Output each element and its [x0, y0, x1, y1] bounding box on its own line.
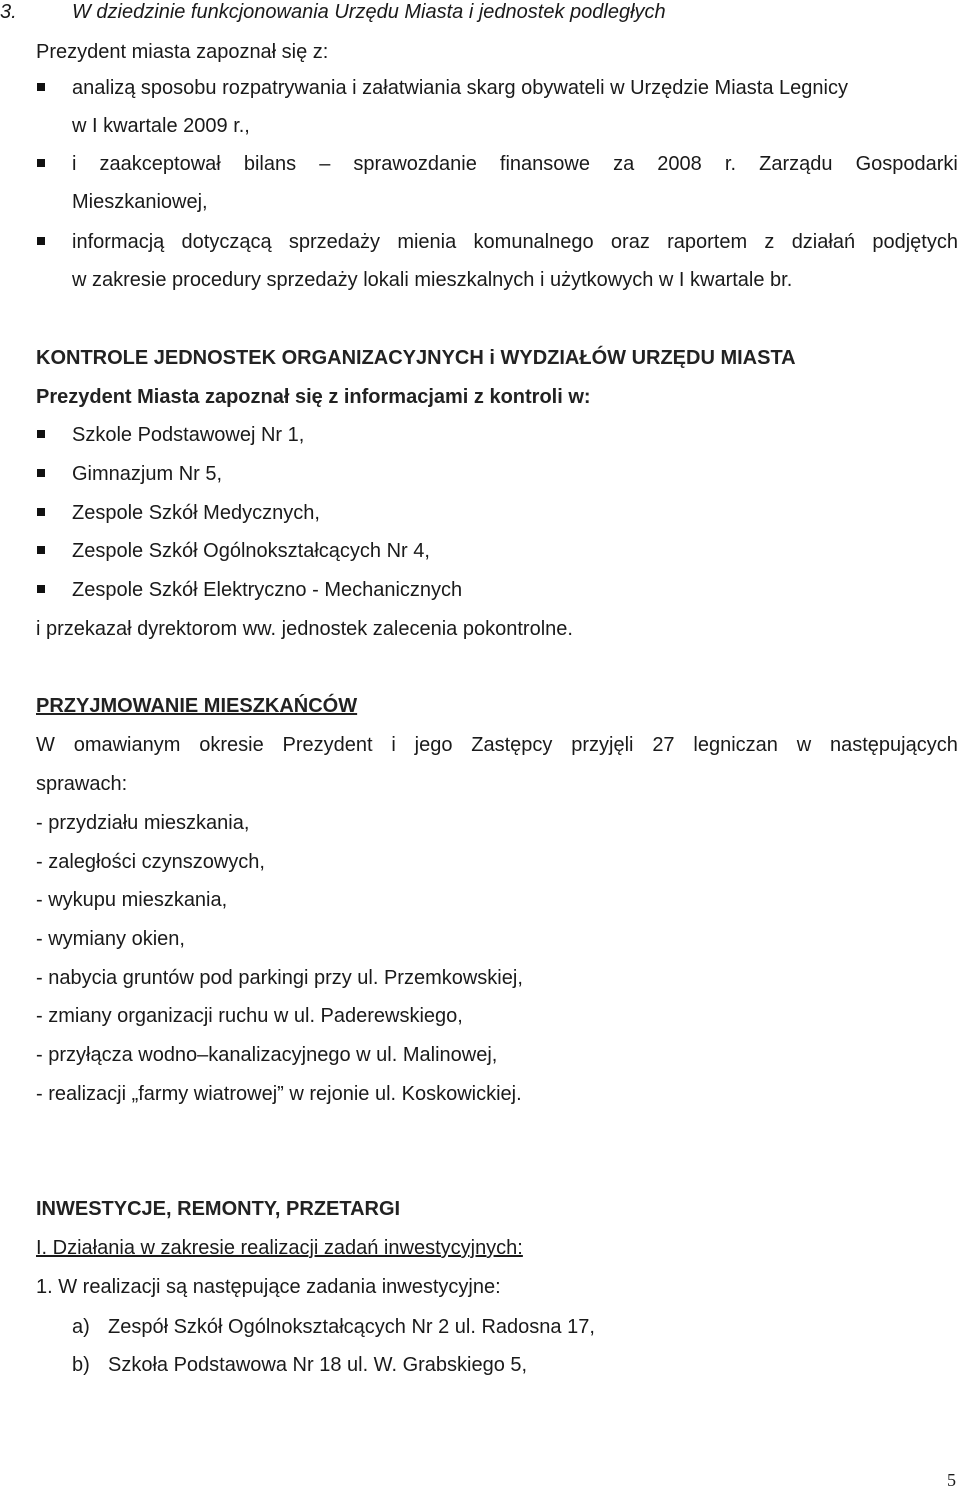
bullet-icon: [37, 585, 45, 593]
bullet-item-continuation: Mieszkaniowej,: [72, 191, 208, 213]
section-title: W dziedzinie funkcjonowania Urzędu Miasta i jednostek podległych: [72, 1, 666, 23]
przyjmowanie-intro-continuation: sprawach:: [36, 773, 128, 795]
list-item: Zespole Szkół Elektryczno - Mechanicznych: [72, 579, 463, 601]
list-item: Zespole Szkół Medycznych,: [72, 502, 320, 524]
word: komunalnego: [473, 231, 594, 253]
word: okresie: [199, 734, 264, 756]
bullet-icon: [37, 83, 45, 91]
list-item: - przydziału mieszkania,: [36, 812, 250, 834]
bullet-icon: [37, 469, 45, 477]
word: podjętych: [872, 231, 958, 253]
list-item: Gimnazjum Nr 5,: [72, 463, 223, 485]
word: W: [36, 734, 55, 756]
word: z: [764, 231, 775, 253]
bullet-item-text: analizą sposobu rozpatrywania i załatwiania skarg obywateli w Urzędzie Miasta Legnicy: [72, 77, 848, 99]
word: 27: [652, 734, 675, 756]
kontrole-closing: i przekazał dyrektorom ww. jednostek zalecenia pokontrolne.: [36, 618, 573, 640]
word: następujących: [829, 734, 958, 756]
bullet-icon: [37, 508, 45, 516]
word: Zastępcy: [471, 734, 553, 756]
list-item: Szkoła Podstawowa Nr 18 ul. W. Grabskiego 5,: [108, 1354, 528, 1376]
word: raportem: [667, 231, 748, 253]
przyjmowanie-intro: [36, 733, 958, 757]
bullet-icon: [37, 430, 45, 438]
word: i: [72, 153, 77, 175]
word: mienia: [397, 231, 457, 253]
list-marker: b): [72, 1354, 90, 1376]
word: legniczan: [693, 734, 778, 756]
word: zaakceptował: [99, 153, 221, 175]
kontrole-heading: KONTROLE JEDNOSTEK ORGANIZACYJNYCH i WYDZIAŁÓW URZĘDU MIASTA: [36, 347, 796, 369]
word: 2008: [657, 153, 702, 175]
bullet-item-text: [72, 230, 958, 254]
bullet-icon: [37, 546, 45, 554]
word: oraz: [610, 231, 650, 253]
list-item: - zaległości czynszowych,: [36, 851, 265, 873]
word: przyjęli: [571, 734, 634, 756]
inwestycje-point: 1. W realizacji są następujące zadania inwestycyjne:: [36, 1276, 501, 1298]
word: Zarządu: [759, 153, 833, 175]
bullet-item-text: [72, 152, 958, 176]
word: Gospodarki: [855, 153, 958, 175]
word: sprawozdanie: [353, 153, 477, 175]
word: sprzedaży: [288, 231, 381, 253]
bullet-item-continuation: w zakresie procedury sprzedaży lokali mieszkalnych i użytkowych w I kwartale br.: [72, 269, 793, 291]
list-marker: a): [72, 1316, 90, 1338]
word: r.: [724, 153, 737, 175]
bullet-icon: [37, 237, 45, 245]
word: informacją: [72, 231, 165, 253]
word: finansowe: [499, 153, 590, 175]
page-number: 5: [947, 1470, 956, 1490]
list-item: - wymiany okien,: [36, 928, 185, 950]
list-item: - przyłącza wodno–kanalizacyjnego w ul. Malinowej,: [36, 1044, 498, 1066]
word: Prezydent: [282, 734, 373, 756]
word: w: [796, 734, 812, 756]
przyjmowanie-heading: PRZYJMOWANIE MIESZKAŃCÓW: [36, 695, 358, 717]
list-item: - zmiany organizacji ruchu w ul. Paderewskiego,: [36, 1005, 463, 1027]
list-item: - nabycia gruntów pod parkingi przy ul. Przemkowskiej,: [36, 967, 523, 989]
kontrole-subheading: Prezydent Miasta zapoznał się z informacjami z kontroli w:: [36, 386, 591, 408]
list-item: Szkole Podstawowej Nr 1,: [72, 424, 305, 446]
word: bilans: [243, 153, 297, 175]
bullet-icon: [37, 159, 45, 167]
list-item: - wykupu mieszkania,: [36, 889, 228, 911]
bullet-item-continuation: w I kwartale 2009 r.,: [72, 115, 250, 137]
word: jego: [414, 734, 453, 756]
section-number: 3.: [0, 1, 17, 23]
list-item: Zespole Szkół Ogólnokształcących Nr 4,: [72, 540, 430, 562]
inwestycje-subheading: I. Działania w zakresie realizacji zadań inwestycyjnych:: [36, 1237, 523, 1259]
list-item: - realizacji „farmy wiatrowej” w rejonie ul. Koskowickiej.: [36, 1083, 522, 1105]
word: –: [319, 153, 331, 175]
word: dotyczącą: [181, 231, 272, 253]
list-item: Zespół Szkół Ogólnokształcących Nr 2 ul. Radosna 17,: [108, 1316, 595, 1338]
word: działań: [791, 231, 856, 253]
word: i: [391, 734, 396, 756]
word: omawianym: [73, 734, 181, 756]
inwestycje-heading: INWESTYCJE, REMONTY, PRZETARGI: [36, 1198, 401, 1220]
section-intro: Prezydent miasta zapoznał się z:: [36, 41, 329, 63]
word: za: [613, 153, 635, 175]
